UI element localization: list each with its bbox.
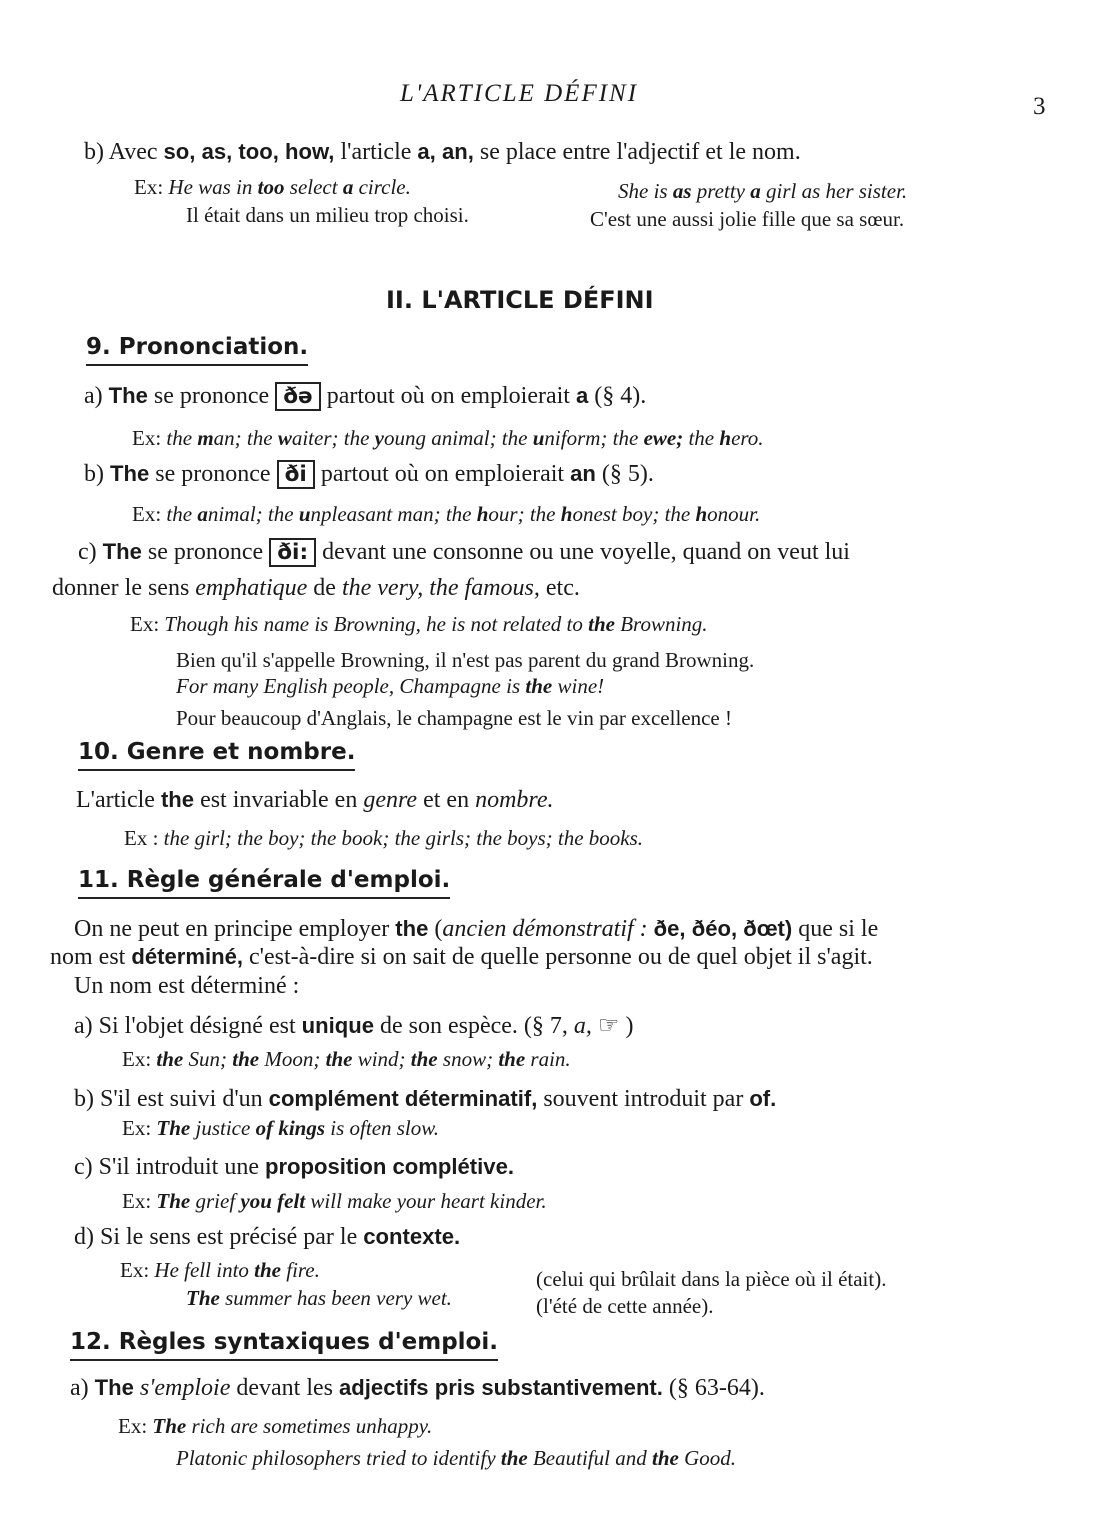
text-segment: h (695, 502, 708, 526)
text-segment: the (325, 1047, 353, 1071)
text-segment: b) S'il est suivi d'un (74, 1086, 269, 1112)
text-segment: the (166, 426, 198, 450)
text-segment: a, an, (417, 139, 474, 164)
text-segment: donner le sens (52, 575, 196, 601)
text-segment: 9. Prononciation. (86, 334, 308, 366)
text-segment: npleasant man; the (310, 502, 477, 526)
text-segment: est invariable en (194, 787, 364, 813)
text-segment: pretty (691, 179, 751, 203)
text-segment: a (342, 175, 354, 199)
example-line (536, 1292, 714, 1320)
text-segment: se prononce (147, 383, 276, 409)
text-segment: of. (749, 1086, 777, 1111)
text-segment: h (560, 502, 573, 526)
text-segment: The (110, 461, 150, 486)
text-segment: a (750, 179, 761, 203)
text-segment: justice (190, 1116, 256, 1140)
text-segment: ( (428, 916, 443, 942)
text-segment: a (575, 383, 589, 408)
text-segment: contexte. (363, 1224, 461, 1249)
text-segment: snow; (437, 1047, 499, 1071)
text-segment: Ex: (130, 612, 165, 636)
text-segment: the (410, 1047, 438, 1071)
text-segment: The (156, 1116, 191, 1140)
example-line (186, 1284, 452, 1312)
section-heading (86, 333, 308, 361)
text-segment: (§ 63-64). (662, 1375, 765, 1401)
text-segment: The (186, 1286, 220, 1310)
text-segment: unique (301, 1013, 374, 1038)
text-segment: oung animal; the (383, 426, 533, 450)
text-segment: the (232, 1047, 260, 1071)
text-segment: wind; (352, 1047, 411, 1071)
example-line (120, 1256, 320, 1284)
text-line (74, 1085, 776, 1113)
text-segment: the (683, 426, 720, 450)
running-title: L'ARTICLE DÉFINI (400, 80, 639, 107)
text-segment: complément déterminatif, (268, 1086, 538, 1111)
text-segment: Ex: (122, 1189, 157, 1213)
text-segment: Beautiful and (527, 1446, 652, 1470)
text-line (84, 382, 646, 411)
page-number: 3 (1033, 93, 1046, 120)
text-segment: nimal; the (207, 502, 299, 526)
text-segment: C'est une aussi jolie fille que sa sœur. (590, 207, 905, 231)
text-segment: Ex : (124, 826, 164, 850)
chapter-heading (386, 286, 654, 315)
example-line (122, 1114, 439, 1142)
text-segment: de son espèce. (§ 7, (373, 1013, 574, 1039)
text-segment: adjectifs pris substantivement. (339, 1375, 663, 1400)
text-segment: se prononce (141, 539, 270, 565)
text-segment: onour. (707, 502, 761, 526)
text-segment: you felt (240, 1189, 306, 1213)
example-line (130, 610, 708, 638)
text-segment: Ex: (118, 1414, 153, 1438)
text-segment: For many English people, Champagne is (176, 674, 526, 698)
text-segment: is often slow. (325, 1116, 439, 1140)
text-segment: a) (70, 1375, 95, 1401)
text-segment: Platonic philosophers tried to identify (176, 1446, 501, 1470)
text-segment: et en (417, 787, 476, 813)
text-segment: w (277, 426, 292, 450)
phonetic-box: ði: (269, 538, 316, 567)
text-segment: ☞ ) (591, 1013, 634, 1039)
text-segment: the (156, 1047, 184, 1071)
text-segment: the (525, 674, 553, 698)
text-segment: rain. (525, 1047, 571, 1071)
text-segment: girl as her sister. (760, 179, 908, 203)
text-segment: partout où on emploierait (314, 461, 571, 487)
text-segment: c'est-à-dire si on sait de quelle personne ou de quel objet il s'agit. (242, 944, 873, 970)
text-line (76, 786, 554, 814)
text-segment: que si le (792, 916, 879, 942)
text-segment: II. L'ARTICLE DÉFINI (386, 286, 654, 314)
text-segment: ero. (731, 426, 764, 450)
text-segment: wine! (552, 674, 605, 698)
text-line (74, 972, 299, 1000)
text-segment: an; the (213, 426, 278, 450)
text-segment: u (532, 426, 545, 450)
text-segment: Pour beaucoup d'Anglais, le champagne est le vin par excellence ! (176, 706, 732, 730)
section-heading (70, 1328, 498, 1356)
text-segment: Though his name is Browning, he is not related to (164, 612, 589, 636)
text-line (74, 1153, 514, 1181)
text-segment: L'article (76, 787, 161, 813)
text-segment: souvent introduit par (537, 1086, 750, 1112)
text-segment: The (102, 539, 142, 564)
text-segment: the (498, 1047, 526, 1071)
text-segment: a) Si l'objet désigné est (74, 1013, 302, 1039)
text-segment: the (651, 1446, 679, 1470)
text-segment: as (672, 179, 692, 203)
text-segment: devant une consonne ou une voyelle, quand on veut lui (316, 539, 850, 565)
example-line (618, 177, 907, 205)
text-segment: Ex: (122, 1116, 157, 1140)
example-line (176, 704, 732, 732)
text-segment: too (257, 175, 285, 199)
text-segment: proposition complétive. (264, 1154, 514, 1179)
example-line (122, 1045, 571, 1073)
example-line (176, 1444, 736, 1472)
example-line (536, 1265, 886, 1293)
text-segment: a) (84, 383, 109, 409)
text-segment: the (254, 1258, 281, 1282)
text-segment: ðe, ðéo, ðœt) (653, 916, 793, 941)
text-line (74, 1012, 633, 1040)
text-segment: The (108, 383, 148, 408)
text-segment: ewe; (643, 426, 684, 450)
text-segment: c) S'il introduit une (74, 1154, 265, 1180)
example-line (134, 173, 411, 201)
text-segment: h (719, 426, 732, 450)
text-segment: of kings (255, 1116, 326, 1140)
text-segment: grief (190, 1189, 241, 1213)
text-segment: nom est (50, 944, 132, 970)
text-segment: 11. Règle générale d'emploi. (78, 867, 450, 899)
text-segment: Moon; (259, 1047, 326, 1071)
text-segment: Ex: (120, 1258, 155, 1282)
text-segment: Ex: (122, 1047, 157, 1071)
text-segment: emphatique (195, 575, 308, 601)
text-segment: m (197, 426, 214, 450)
text-segment: d) Si le sens est précisé par le (74, 1224, 364, 1250)
text-segment: He was in (168, 175, 258, 199)
text-segment: circle. (353, 175, 411, 199)
text-segment: select (284, 175, 343, 199)
text-segment: On ne peut en principe employer (74, 916, 396, 942)
text-segment: Sun; (183, 1047, 233, 1071)
text-segment: Browning. (614, 612, 708, 636)
text-segment: She is (618, 179, 673, 203)
text-line (84, 460, 654, 489)
text-segment: Il était dans un milieu trop choisi. (186, 203, 469, 227)
text-segment: partout où on emploierait (320, 383, 576, 409)
text-segment: the (395, 916, 429, 941)
text-segment: the girl; the boy; the book; the girls; the boys; the books. (163, 826, 644, 850)
text-segment: l'article (334, 139, 418, 165)
text-line (74, 915, 878, 943)
text-segment: The (152, 1414, 187, 1438)
text-segment: h (476, 502, 489, 526)
text-segment: b) Avec (84, 139, 164, 165)
example-line (176, 646, 754, 674)
phonetic-box: ði (277, 460, 315, 489)
text-segment: will make your heart kinder. (305, 1189, 547, 1213)
text-segment: the very, the famous, (341, 575, 540, 601)
text-segment: rich are sometimes unhappy. (186, 1414, 433, 1438)
text-segment: ancien démonstratif : (442, 916, 654, 942)
text-segment: The (156, 1189, 191, 1213)
text-segment: niform; the (544, 426, 644, 450)
text-segment: summer has been very wet. (219, 1286, 452, 1310)
text-line (52, 574, 580, 602)
text-segment: (celui qui brûlait dans la pièce où il était). (536, 1267, 887, 1291)
text-line (74, 1223, 460, 1251)
text-segment: (§ 4). (588, 383, 647, 409)
text-segment: our; the (488, 502, 561, 526)
text-line (70, 1374, 765, 1402)
example-line (122, 1187, 547, 1215)
text-segment: a, (573, 1013, 592, 1039)
text-segment: so, as, too, how, (163, 139, 335, 164)
text-segment: Bien qu'il s'appelle Browning, il n'est pas parent du grand Browning. (176, 648, 755, 672)
text-segment: Ex: (132, 502, 167, 526)
text-segment: etc. (539, 575, 580, 601)
text-segment: se prononce (149, 461, 277, 487)
text-segment: Ex: (132, 426, 167, 450)
text-segment: (l'été de cette année). (536, 1294, 714, 1318)
example-line (118, 1412, 432, 1440)
text-segment: devant les (230, 1375, 340, 1401)
text-segment: He fell into (154, 1258, 255, 1282)
text-segment: aiter; the (291, 426, 375, 450)
example-line (590, 205, 904, 233)
text-segment: the (588, 612, 615, 636)
text-segment: the (500, 1446, 528, 1470)
text-segment: Un nom est déterminé : (74, 973, 300, 999)
text-segment: Ex: (134, 175, 169, 199)
section-heading (78, 866, 450, 894)
text-segment: 10. Genre et nombre. (78, 739, 355, 771)
text-segment: the (160, 787, 195, 812)
text-segment: de (307, 575, 342, 601)
text-segment: a (197, 502, 208, 526)
text-line (84, 138, 801, 166)
example-line (186, 201, 469, 229)
text-segment: se place entre l'adjectif et le nom. (473, 139, 801, 165)
text-segment: déterminé, (131, 944, 243, 969)
text-segment: u (298, 502, 311, 526)
text-segment: (§ 5). (595, 461, 654, 487)
text-segment: The (94, 1375, 134, 1400)
text-segment: nombre. (475, 787, 554, 813)
text-segment: y (374, 426, 384, 450)
phonetic-box: ðə (275, 382, 320, 411)
text-segment: b) (84, 461, 110, 487)
text-segment: onest boy; the (572, 502, 696, 526)
section-heading (78, 738, 355, 766)
text-segment: Good. (678, 1446, 736, 1470)
text-line (78, 538, 850, 567)
example-line (124, 824, 643, 852)
text-segment: s'emploie (139, 1375, 231, 1401)
example-line (176, 672, 604, 700)
text-segment: an (570, 461, 596, 486)
example-line (132, 424, 764, 452)
example-line (132, 500, 760, 528)
text-segment: c) (78, 539, 103, 565)
text-segment: 12. Règles syntaxiques d'emploi. (70, 1329, 498, 1361)
text-line (50, 943, 873, 971)
text-segment: the (166, 502, 198, 526)
text-segment: fire. (281, 1258, 320, 1282)
text-segment: genre (363, 787, 418, 813)
